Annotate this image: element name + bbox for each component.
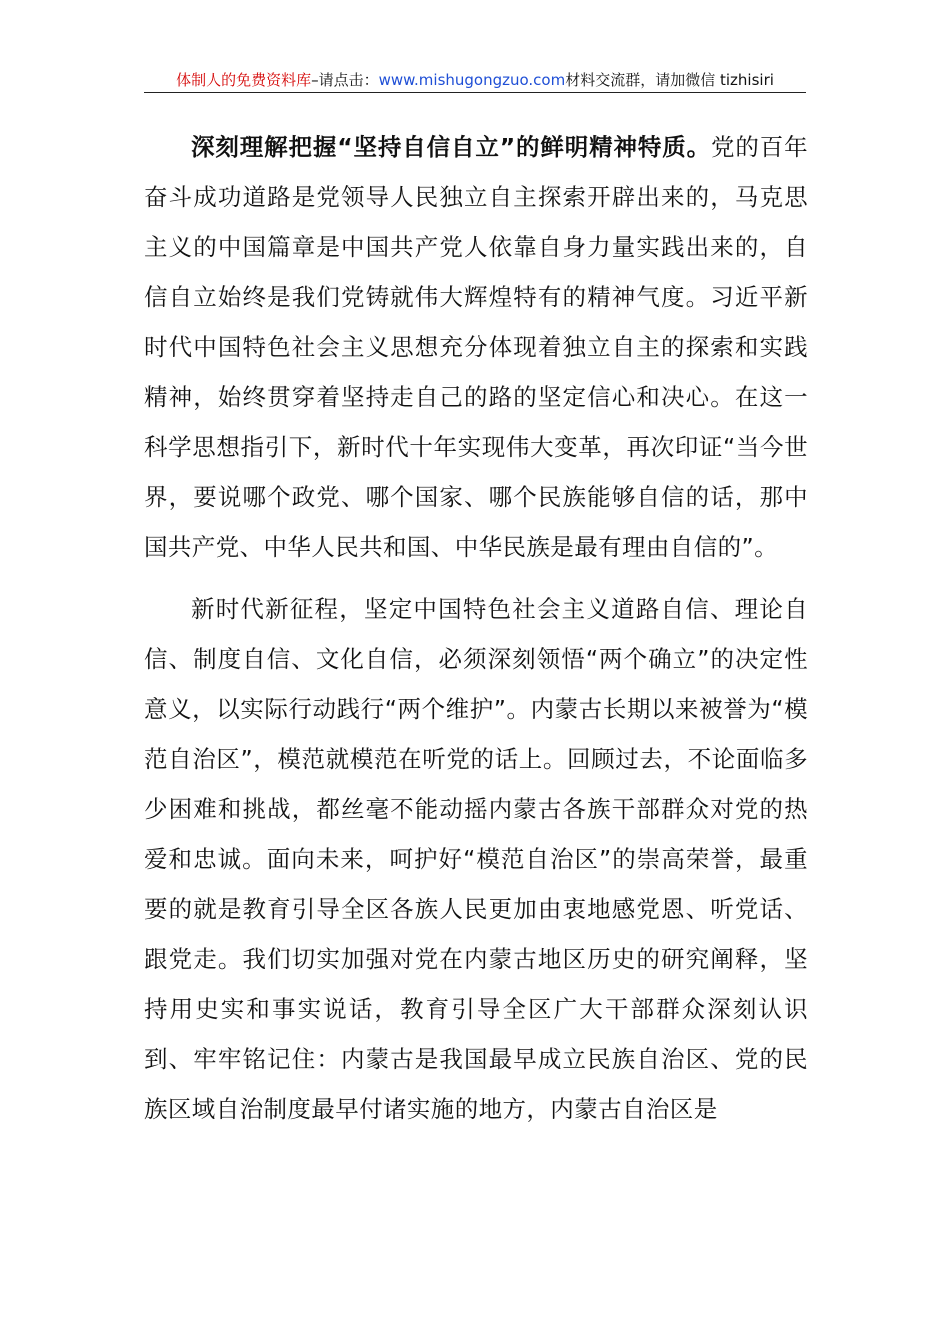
document-body	[144, 122, 808, 1134]
header-website-link[interactable]: www.mishugongzuo.com	[378, 71, 566, 89]
paragraph-1-lead: 深刻理解把握“坚持自信自立”的鲜明精神特质。	[191, 133, 711, 161]
paragraph-2-text: 新时代新征程，坚定中国特色社会主义道路自信、理论自信、制度自信、文化自信，必须深刻领悟“两个确立”的决定性意义，以实际行动践行“两个维护”。内蒙古长期以来被誉为“模范自治区”，模范就模范在听党的话上。回顾过去，不论面临多少困难和挑战，都丝毫不能动摇内蒙古各族干部群众对党的热爱和忠诚。面向未来，呵护好“模范自治区”的崇高荣誉，最重要的就是教育引导全区各族人民更加由衷地感党恩、听党话、跟党走。我们切实加强对党在内蒙古地区历史的研究阐释，坚持用史实和事实说话，教育引导全区广大干部群众深刻认识到、牢牢铭记住：内蒙古是我国最早成立民族自治区、党的民族区域自治制度最早付诸实施的地方，内蒙古自治区是	[144, 595, 808, 1123]
page-header	[144, 68, 806, 93]
paragraph-2	[144, 584, 808, 1134]
paragraph-1	[144, 122, 808, 572]
paragraph-1-text: 党的百年奋斗成功道路是党领导人民独立自主探索开辟出来的，马克思主义的中国篇章是中国共产党人依靠自身力量实践出来的，自信自立始终是我们党铸就伟大辉煌特有的精神气度。习近平新时代中国特色社会主义思想充分体现着独立自主的探索和实践精神，始终贯穿着坚持走自己的路的坚定信心和决心。在这一科学思想指引下，新时代十年实现伟大变革，再次印证“当今世界，要说哪个政党、哪个国家、哪个民族能够自信的话，那中国共产党、中华人民共和国、中华民族是最有理由自信的”。	[144, 133, 808, 561]
header-brand: 体制人的免费资料库	[176, 71, 312, 89]
header-separator: –请点击：	[311, 71, 379, 89]
header-wechat-note: 材料交流群，请加微信 tizhisiri	[565, 71, 774, 89]
